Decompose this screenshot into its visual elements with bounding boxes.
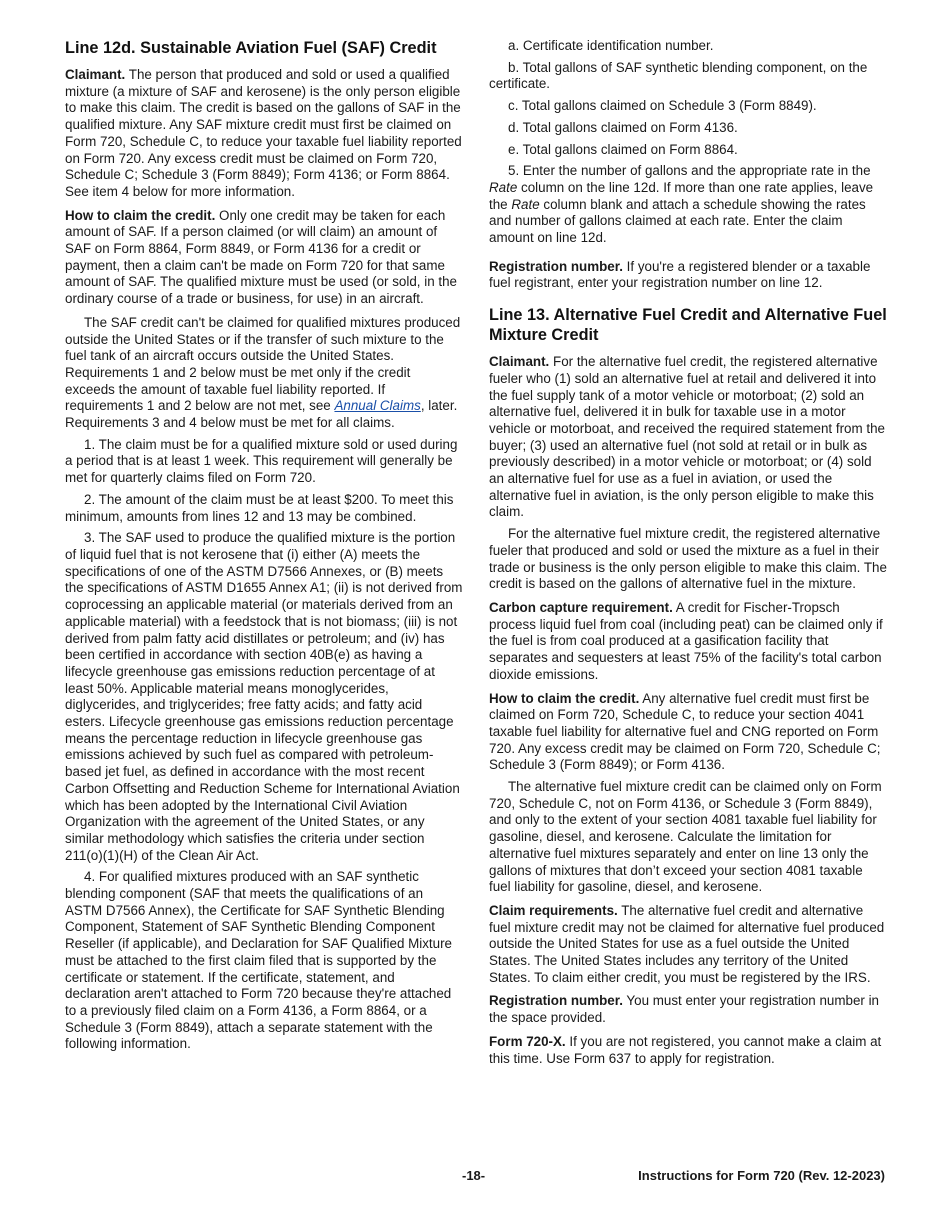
registration-13-text: You must enter your registration number in the space provided. xyxy=(489,993,879,1026)
form-720x-text: If you are not registered, you cannot make a claim at this time. Use Form 637 to apply for registration. xyxy=(489,1033,882,1066)
claim-requirements-paragraph xyxy=(489,903,887,987)
requirement-3-number: 3. xyxy=(84,530,96,546)
claim-requirements-lead: Claim requirements. xyxy=(489,902,618,918)
item-5-rate-1: Rate xyxy=(489,179,518,195)
claim-requirements-text: The alternative fuel credit and alternative fuel mixture credit may not be claimed for alternative fuel produced outside the United States for use as a fuel outside the United States. The United States includes any territory of the United States. To claim either credit, you must be registered by the IRS. xyxy=(489,902,885,985)
item-5 xyxy=(489,163,887,247)
list-item-d xyxy=(489,120,887,137)
requirement-3 xyxy=(65,530,463,864)
list-item-e xyxy=(489,142,887,159)
item-5-text-b: column on the line 12d. If more than one rate applies, leave the xyxy=(489,179,874,212)
list-item-a-text: Certificate identification number. xyxy=(522,38,714,53)
line-13-registration-paragraph xyxy=(489,993,887,1026)
requirement-4-text: For qualified mixtures produced with an SAF synthetic blending component (SAF that meets the qualifications of an ASTM D7566 Annex), the Certificate for SAF Synthetic Blending Component, Statement of SAF Synthetic Blending Component Reseller (if applicable), and Declaration for SAF Qualified Mixture must be attached to the first claim filed that is supported by the certificate or statement. If the certificate, statement, and declaration aren't attached to Form 720 because they're attached to a previously filed claim on a Form 4136, a Form 8864, or a Schedule 3 (Form 8849), attach a separate statement with the following information. xyxy=(65,869,453,1052)
registration-lead: Registration number. xyxy=(489,258,623,274)
outside-us-text-1: The SAF credit can't be claimed for qualified mixtures produced outside the United States or if the transfer of such mixture to the fuel tank of an aircraft occurs outside the United States. Requirements 1 and 2 below must be met only if the credit exceeds the amount of taxable fuel liability reported. If requirements 1 and 2 below are not met, see xyxy=(65,314,461,414)
line-12-registration-paragraph xyxy=(489,259,887,292)
requirement-2 xyxy=(65,492,463,525)
claimant-13-lead: Claimant. xyxy=(489,354,550,370)
requirement-4-number: 4. xyxy=(84,869,96,885)
mixture-claim-text: The alternative fuel mixture credit can be claimed only on Form 720, Schedule C, not on Form 4136, or Schedule 3 (Form 8849), and only to the extent of your section 4081 taxable fuel liability for gasoline, diesel, and kerosene. Calculate the limitation for alternative fuel mixtures separately and enter on line 13 only the gallons of mixtures that don’t exceed your section 4081 taxable fuel liability for gasoline, diesel, and kerosene. xyxy=(489,779,882,895)
list-item-c-text: Total gallons claimed on Schedule 3 (Form 8849). xyxy=(521,98,817,114)
line-13-heading: Line 13. Alternative Fuel Credit and Alternative Fuel Mixture Credit xyxy=(489,306,887,345)
mixture-credit-text: For the alternative fuel mixture credit, the registered alternative fueler that produced and sold or used the mixture as a fuel in their trade or business is the only person eligible to make this claim. The credit is based on the gallons of alternative fuel in the mixture. xyxy=(489,526,887,592)
registration-13-lead: Registration number. xyxy=(489,993,623,1009)
line-13-how-to-claim-paragraph xyxy=(489,691,887,775)
how-to-claim-text: Only one credit may be taken for each amount of SAF. If a person claimed (or will claim) an amount of SAF on Form 8864, Form 8849, or Form 4136 for a credit or payment, then a claim can't be made on Form 720 for that same amount of SAF. The qualified mixture must be used (or sold, in the ordinary course of a trade or business, for use) in an aircraft. xyxy=(65,207,458,307)
list-item-a xyxy=(489,38,887,55)
item-5-rate-2: Rate xyxy=(511,196,540,212)
carbon-capture-paragraph xyxy=(489,600,887,684)
how-to-claim-lead: How to claim the credit. xyxy=(65,207,216,223)
registration-text: If you're a registered blender or a taxable fuel registrant, enter your registration number on line 12. xyxy=(489,258,871,291)
list-item-e-text: Total gallons claimed on Form 8864. xyxy=(522,141,738,157)
list-item-b-text: Total gallons of SAF synthetic blending component, on the certificate. xyxy=(489,59,868,92)
page-footer xyxy=(65,1168,887,1186)
requirement-2-number: 2. xyxy=(84,491,96,507)
saf-how-to-claim-paragraph xyxy=(65,208,463,308)
how-to-claim-13-lead: How to claim the credit. xyxy=(489,690,640,706)
item-5-text-c: column blank and attach a schedule showing the rates and number of gallons claimed at each rate. Enter the claim amount on line 12d. xyxy=(489,196,866,246)
mixture-claim-paragraph xyxy=(489,779,887,896)
form-720x-paragraph xyxy=(489,1034,887,1067)
line-13-claimant-paragraph xyxy=(489,354,887,521)
claimant-13-text: For the alternative fuel credit, the registered alternative fueler who (1) sold an alternative fuel at retail and delivered it into the fuel supply tank of a motor vehicle or motorboat; (2) sold an alternative fuel, delivered it in bulk for taxable use in a motor vehicle or motorboat, and received the required statement from the buyer; (3) used an alternative fuel (not sold at retail or in bulk as previously described) in a motor vehicle or motorboat; or (4) sold an alternative fuel for use as a fuel in aviation, or used the alternative fuel in aviation, is the only person eligible to make this claim. xyxy=(489,354,885,520)
list-item-b-marker: b. xyxy=(508,59,520,75)
annual-claims-link[interactable]: Annual Claims xyxy=(334,398,421,414)
form-720x-lead: Form 720-X. xyxy=(489,1033,566,1049)
requirement-4 xyxy=(65,869,463,1053)
list-item-b xyxy=(489,60,887,93)
left-column xyxy=(65,38,463,1058)
mixture-credit-paragraph xyxy=(489,526,887,593)
carbon-capture-text: A credit for Fischer-Tropsch process liquid fuel from coal (including peat) can be claimed only if the fuel is from coal produced at a gasification facility that separates and sequesters at least 75% of the facility's total carbon dioxide emissions. xyxy=(489,599,883,682)
outside-us-text-2: , later. Requirements 3 and 4 below must be met for all claims. xyxy=(65,398,458,431)
list-item-c xyxy=(489,98,887,115)
item-5-text-a: Enter the number of gallons and the appropriate rate in the xyxy=(522,163,871,179)
requirement-1 xyxy=(65,437,463,487)
list-item-e-marker: e. xyxy=(508,141,520,157)
requirement-2-text: The amount of the claim must be at least $200. To meet this minimum, amounts from lines 12 and 13 may be combined. xyxy=(65,491,454,524)
saf-claimant-paragraph xyxy=(65,67,463,201)
list-item-c-marker: c. xyxy=(508,98,519,114)
claimant-lead: Claimant. xyxy=(65,67,126,82)
list-item-d-text: Total gallons claimed on Form 4136. xyxy=(522,119,738,135)
form-title: Instructions for Form 720 (Rev. 12-2023) xyxy=(638,1168,885,1183)
list-item-a-marker: a. xyxy=(508,38,520,53)
line-12d-heading: Line 12d. Sustainable Aviation Fuel (SAF) Credit xyxy=(65,39,437,57)
saf-outside-us-paragraph xyxy=(65,315,463,432)
carbon-capture-lead: Carbon capture requirement. xyxy=(489,599,673,615)
requirement-1-text: The claim must be for a qualified mixture sold or used during a period that is at least 1 week. This requirement will generally be met for quarterly claims filed on Form 720. xyxy=(65,436,458,486)
page-number: -18- xyxy=(462,1168,486,1183)
how-to-claim-13-text: Any alternative fuel credit must first be claimed on Form 720, Schedule C, to reduce your section 4041 taxable fuel liability for alternative fuel and CNG reported on Form 720. Any excess credit may be claimed on Form 720, Schedule C; Schedule 3 (Form 8849); or Form 4136. xyxy=(489,690,881,773)
requirement-1-number: 1. xyxy=(84,436,96,452)
item-5-marker: 5. xyxy=(508,163,520,179)
list-item-d-marker: d. xyxy=(508,119,520,135)
claimant-text: The person that produced and sold or used a qualified mixture (a mixture of SAF and kerosene) is the only person eligible to make this claim. The credit is based on the gallons of SAF in the qualified mixture. Any SAF mixture credit must first be claimed on Form 720, Schedule C, to reduce your taxable fuel liability reported on Form 720. Any excess credit must be claimed on Form 720, Schedule C; Schedule 3 (Form 8849); Form 4136; or Form 8864. See item 4 below for more information. xyxy=(65,67,462,199)
requirement-3-text: The SAF used to produce the qualified mixture is the portion of liquid fuel that is not kerosene that (i) either (A) meets the specifications of one of the ASTM D7566 Annexes, or (B) meets the specifications of ASTM D1655 Annex A1; (ii) is not derived from coprocessing an applicable material (or materials derived from an applicable material) with a feedstock that is not biomass; (iii) is not derived from palm fatty acid distillates or petroleum; and (iv) has been certified in accordance with section 40B(e) as having a lifecycle greenhouse gas emissions reduction percentage of at least 50%. Applicable material means monoglycerides, diglycerides, and triglycerides; free fatty acids; and fatty acid esters. Lifecycle greenhouse gas emissions reduction percentage means the percentage reduction in lifecycle greenhouse gas emissions achieved by such fuel as compared with petroleum-based jet fuel, as defined in accordance with the most recent Carbon Offsetting and Reduction Scheme for International Aviation which has been adopted by the International Civil Aviation Organization with the agreement of the United States, or any similar methodology which satisfies the criteria under section 211(o)(1)(H) of the Clean Air Act. xyxy=(65,530,463,863)
right-column xyxy=(489,38,887,1074)
